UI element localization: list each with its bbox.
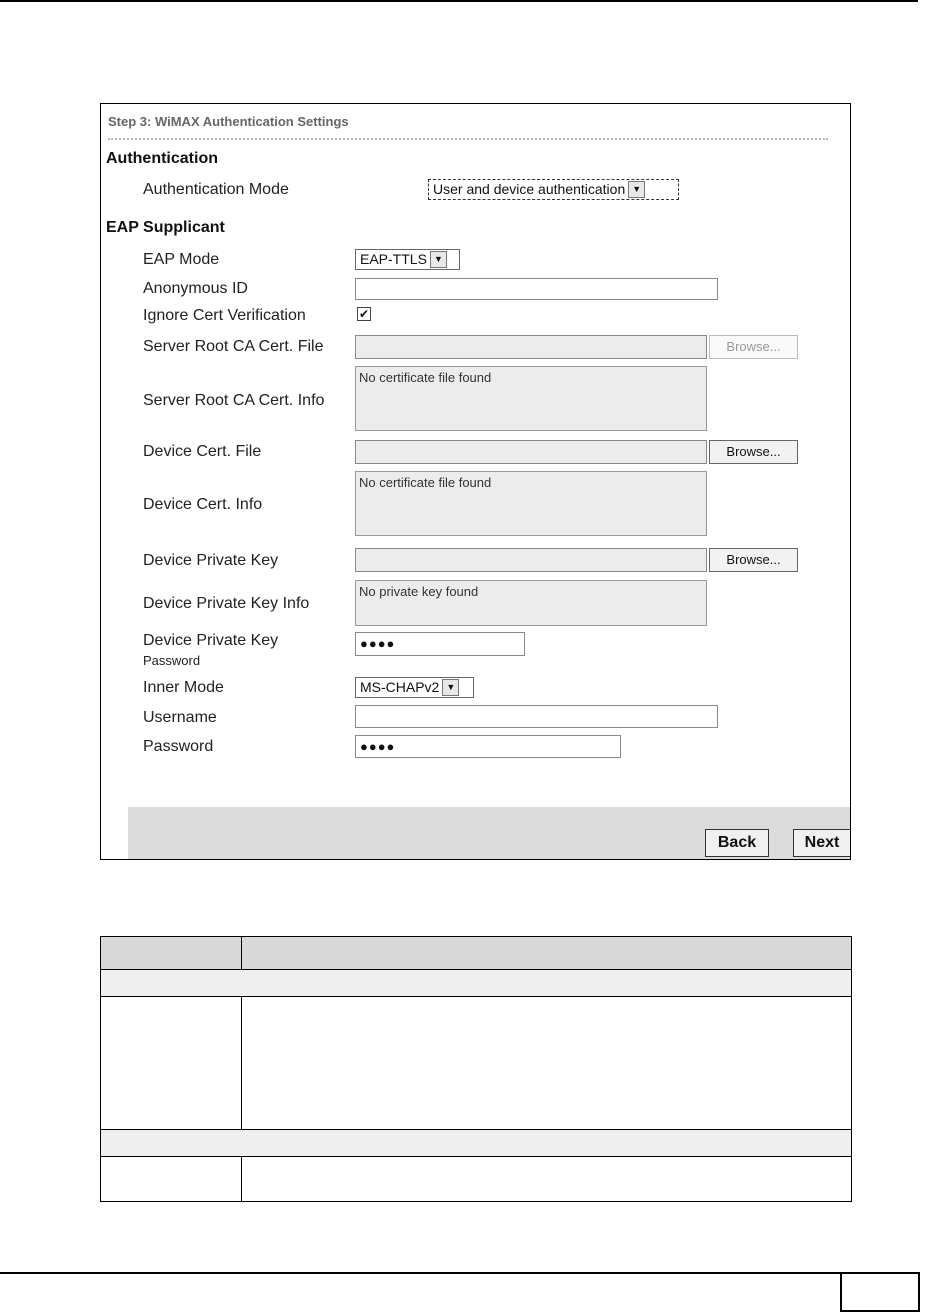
device-cert-info-box: No certificate file found [355, 471, 707, 536]
device-cert-file-input[interactable] [355, 440, 707, 464]
back-button[interactable]: Back [705, 829, 769, 857]
step-title: Step 3: WiMAX Authentication Settings [108, 114, 349, 129]
device-cert-info-label: Device Cert. Info [143, 496, 263, 513]
table-section-row [101, 970, 852, 997]
username-label: Username [143, 709, 217, 726]
server-root-info-box: No certificate file found [355, 366, 707, 431]
eap-mode-select[interactable] [355, 249, 460, 270]
table-cell [242, 997, 852, 1130]
chevron-down-icon: ▼ [442, 679, 459, 696]
password-input[interactable]: ●●●● [355, 735, 621, 758]
device-cert-browse-button[interactable]: Browse... [709, 440, 798, 464]
check-icon: ✔ [358, 307, 370, 321]
inner-mode-label: Inner Mode [143, 679, 224, 696]
username-input[interactable] [355, 705, 718, 728]
chevron-down-icon: ▼ [430, 251, 447, 268]
device-private-key-input[interactable] [355, 548, 707, 572]
table-row [101, 1157, 852, 1202]
table-section-cell [101, 970, 852, 997]
wimax-auth-settings-panel [100, 103, 851, 860]
auth-mode-value: User and device authentication [433, 181, 626, 197]
inner-mode-select[interactable] [355, 677, 474, 698]
server-root-browse-button[interactable]: Browse... [709, 335, 798, 359]
section-eap-supplicant: EAP Supplicant [106, 219, 225, 236]
ignore-cert-checkbox[interactable] [357, 307, 371, 321]
table-header-cell [101, 937, 242, 970]
device-private-key-password-label-2: Password [143, 653, 201, 668]
auth-mode-label: Authentication Mode [143, 181, 289, 198]
device-private-key-info-label: Device Private Key Info [143, 595, 310, 612]
table-cell [101, 997, 242, 1130]
table-header-row [101, 937, 852, 970]
device-cert-file-label: Device Cert. File [143, 443, 262, 460]
table-cell [242, 1157, 852, 1202]
inner-mode-value: MS-CHAPv2 [360, 679, 440, 695]
table-cell [101, 1157, 242, 1202]
table-header-cell [242, 937, 852, 970]
button-bar [128, 807, 850, 859]
password-label: Password [143, 738, 214, 755]
server-root-file-label: Server Root CA Cert. File [143, 338, 324, 355]
table-section-cell [101, 1130, 852, 1157]
page-bottom-rule [0, 1272, 840, 1274]
anonymous-id-label: Anonymous ID [143, 280, 248, 297]
page-number-box [840, 1272, 920, 1312]
device-private-key-password-input[interactable]: ●●●● [355, 632, 525, 656]
table-section-row [101, 1130, 852, 1157]
section-authentication: Authentication [106, 150, 218, 167]
field-description-table [100, 936, 852, 1202]
auth-mode-select[interactable] [428, 179, 679, 200]
device-private-key-browse-button[interactable]: Browse... [709, 548, 798, 572]
page-top-rule [0, 0, 918, 2]
device-private-key-info-box: No private key found [355, 580, 707, 626]
chevron-down-icon: ▼ [628, 181, 645, 198]
eap-mode-label: EAP Mode [143, 251, 220, 268]
device-private-key-label: Device Private Key [143, 552, 279, 569]
ignore-cert-label: Ignore Cert Verification [143, 307, 306, 324]
server-root-file-input[interactable] [355, 335, 707, 359]
device-private-key-password-label: Device Private Key [143, 632, 279, 649]
server-root-info-label: Server Root CA Cert. Info [143, 392, 325, 409]
dotted-divider [108, 138, 828, 140]
next-button[interactable]: Next [793, 829, 851, 857]
eap-mode-value: EAP-TTLS [360, 251, 427, 267]
anonymous-id-input[interactable] [355, 278, 718, 300]
table-row [101, 997, 852, 1130]
